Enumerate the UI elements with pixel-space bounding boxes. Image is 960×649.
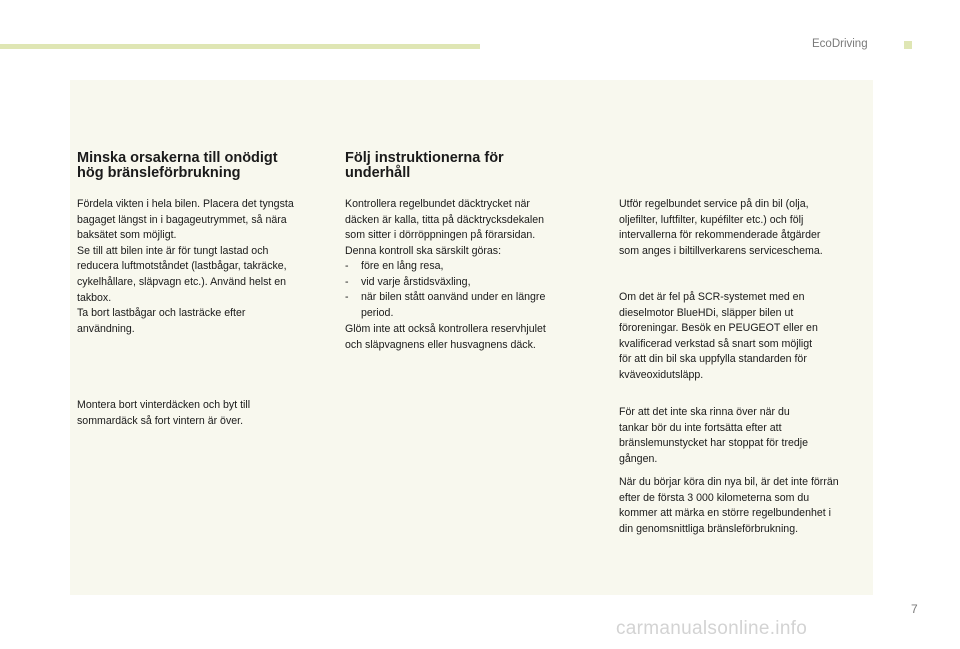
paragraph-new-car — [619, 475, 839, 537]
text-line: som anges i biltillverkarens serviceschema. — [619, 244, 823, 257]
heading-line: Följ instruktionerna för — [345, 150, 504, 166]
text-line: Fördela vikten i hela bilen. Placera det tyngsta — [77, 198, 294, 210]
paragraph-spare-wheel — [345, 322, 546, 353]
heading-reduce-consumption — [77, 151, 278, 181]
text-line: kvalificerad verkstad så snart som möjligt — [619, 337, 813, 350]
text-line: efter de första 3 000 kilometerna som du — [619, 491, 810, 504]
paragraph-weight-distribution — [77, 197, 294, 337]
text-line: oljefilter, luftfilter, kupéfilter etc.) och följ — [619, 213, 804, 226]
text-line: gången. — [619, 452, 658, 465]
text-line: däcken är kalla, titta på däcktrycksdekalen — [345, 213, 545, 226]
text-line: din genomsnittliga bränsleförbrukning. — [619, 522, 799, 535]
heading-maintenance — [345, 151, 504, 181]
text-line: dieselmotor BlueHDi, släpper bilen ut — [619, 306, 794, 319]
text-line: användning. — [77, 322, 135, 335]
heading-line: underhåll — [345, 165, 411, 181]
text-line: bränslemunstycket har stoppat för tredje — [619, 437, 809, 450]
paragraph-refuelling — [619, 405, 808, 467]
text-line: som sitter i dörröppningen på förarsidan. — [345, 229, 536, 242]
list-item-text: period. — [361, 306, 394, 319]
header-square-marker — [904, 41, 912, 49]
heading-line: Minska orsakerna till onödigt — [77, 150, 278, 166]
text-line: tankar bör du inte fortsätta efter att — [619, 421, 782, 434]
checklist-tyre-checks — [345, 259, 545, 321]
text-line: föroreningar. Besök en PEUGEOT eller en — [619, 322, 818, 335]
text-line: takbox. — [77, 291, 112, 304]
heading-line: hög bränsleförbrukning — [77, 165, 241, 181]
text-line: Se till att bilen inte är för tungt lastad och — [77, 244, 269, 257]
watermark-text: carmanualsonline.info — [616, 618, 808, 639]
text-line: När du börjar köra din nya bil, är det inte förrän — [619, 476, 839, 488]
text-line: Utför regelbundet service på din bil (olja, — [619, 198, 809, 210]
text-line: och släpvagnens eller husvagnens däck. — [345, 338, 536, 351]
text-line: kväveoxidutsläpp. — [619, 368, 704, 381]
text-line: för att din bil ska uppfylla standarden för — [619, 353, 807, 366]
text-line: Montera bort vinterdäcken och byt till — [77, 399, 251, 411]
paragraph-tyre-pressure — [345, 197, 544, 259]
list-item — [345, 259, 545, 275]
text-line: baksätet som möjligt. — [77, 229, 177, 242]
text-line: För att det inte ska rinna över när du — [619, 406, 790, 418]
text-line: bagaget längst in i bagageutrymmet, så nära — [77, 213, 287, 226]
paragraph-service — [619, 197, 823, 259]
section-title: EcoDriving — [812, 38, 868, 50]
text-line: Ta bort lastbågar och lasträcke efter — [77, 307, 246, 320]
text-line: reducera luftmotståndet (lastbågar, takräcke, — [77, 260, 287, 273]
text-line: intervallerna för rekommenderade åtgärder — [619, 229, 821, 242]
text-line: kommer att märka en större regelbundenhet i — [619, 507, 831, 520]
list-item — [345, 290, 545, 321]
list-item-text: vid varje årstidsväxling, — [361, 275, 471, 288]
paragraph-scr-system — [619, 290, 818, 384]
text-line: Glöm inte att också kontrollera reservhjulet — [345, 323, 546, 335]
text-line: Om det är fel på SCR-systemet med en — [619, 291, 805, 303]
text-line: sommardäck så fort vintern är över. — [77, 414, 244, 427]
page-number: 7 — [911, 602, 918, 616]
text-line: cykelhållare, släpvagn etc.). Använd helst en — [77, 275, 287, 288]
list-item — [345, 275, 545, 291]
list-item-text: före en lång resa, — [361, 260, 444, 272]
list-item-text: - när bilen stått oanvänd under en längre — [361, 291, 546, 304]
header-accent-bar — [0, 44, 480, 49]
paragraph-winter-tyres — [77, 398, 250, 429]
text-line: Denna kontroll ska särskilt göras: — [345, 244, 502, 257]
text-line: Kontrollera regelbundet däcktrycket när — [345, 198, 530, 210]
